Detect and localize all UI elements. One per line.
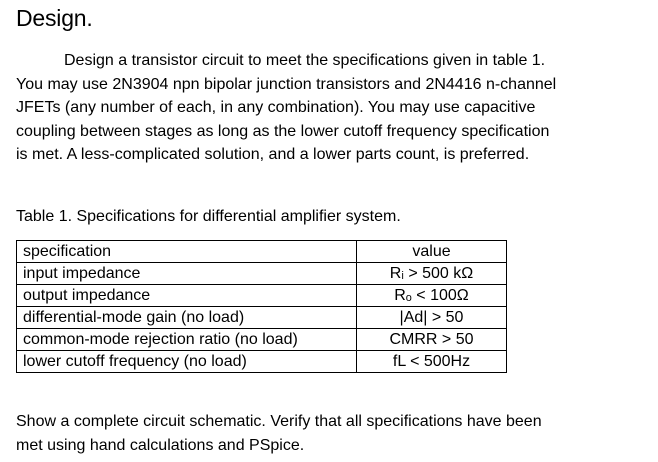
table-row	[17, 351, 507, 373]
section-heading: Design.	[16, 5, 93, 31]
specifications-table	[16, 240, 507, 373]
intro-line: coupling between stages as long as the lower cutoff frequency specification	[16, 122, 550, 140]
column-header-value: value	[357, 241, 507, 263]
spec-cell: lower cutoff frequency (no load)	[17, 351, 357, 373]
intro-line: You may use 2N3904 npn bipolar junction transistors and 2N4416 n-channel	[16, 75, 557, 93]
value-cell: CMRR > 50	[357, 329, 507, 351]
closing-line: Show a complete circuit schematic. Verify that all specifications have been	[16, 413, 542, 430]
spec-cell: input impedance	[17, 263, 357, 285]
intro-line: Design a transistor circuit to meet the specifications given in table 1.	[64, 52, 546, 69]
table-caption: Table 1. Specifications for differential amplifier system.	[16, 208, 401, 225]
closing-line: met using hand calculations and PSpice.	[16, 436, 305, 454]
spec-cell: differential-mode gain (no load)	[17, 307, 357, 329]
value-cell: fL < 500Hz	[357, 351, 507, 373]
table-row	[17, 263, 507, 285]
intro-line: JFETs (any number of each, in any combination). You may use capacitive	[16, 99, 536, 116]
intro-paragraph	[16, 49, 646, 167]
value-cell: Rₒ < 100Ω	[357, 285, 507, 307]
table-row	[17, 307, 507, 329]
table-header-row	[17, 241, 507, 263]
value-cell: |Ad| > 50	[357, 307, 507, 329]
value-cell: Rᵢ > 500 kΩ	[357, 263, 507, 285]
column-header-specification: specification	[17, 241, 357, 263]
table-row	[17, 329, 507, 351]
closing-paragraph	[16, 410, 646, 457]
spec-cell: common-mode rejection ratio (no load)	[17, 329, 357, 351]
table-row	[17, 285, 507, 307]
intro-line: is met. A less-complicated solution, and a lower parts count, is preferred.	[16, 146, 530, 163]
spec-cell: output impedance	[17, 285, 357, 307]
